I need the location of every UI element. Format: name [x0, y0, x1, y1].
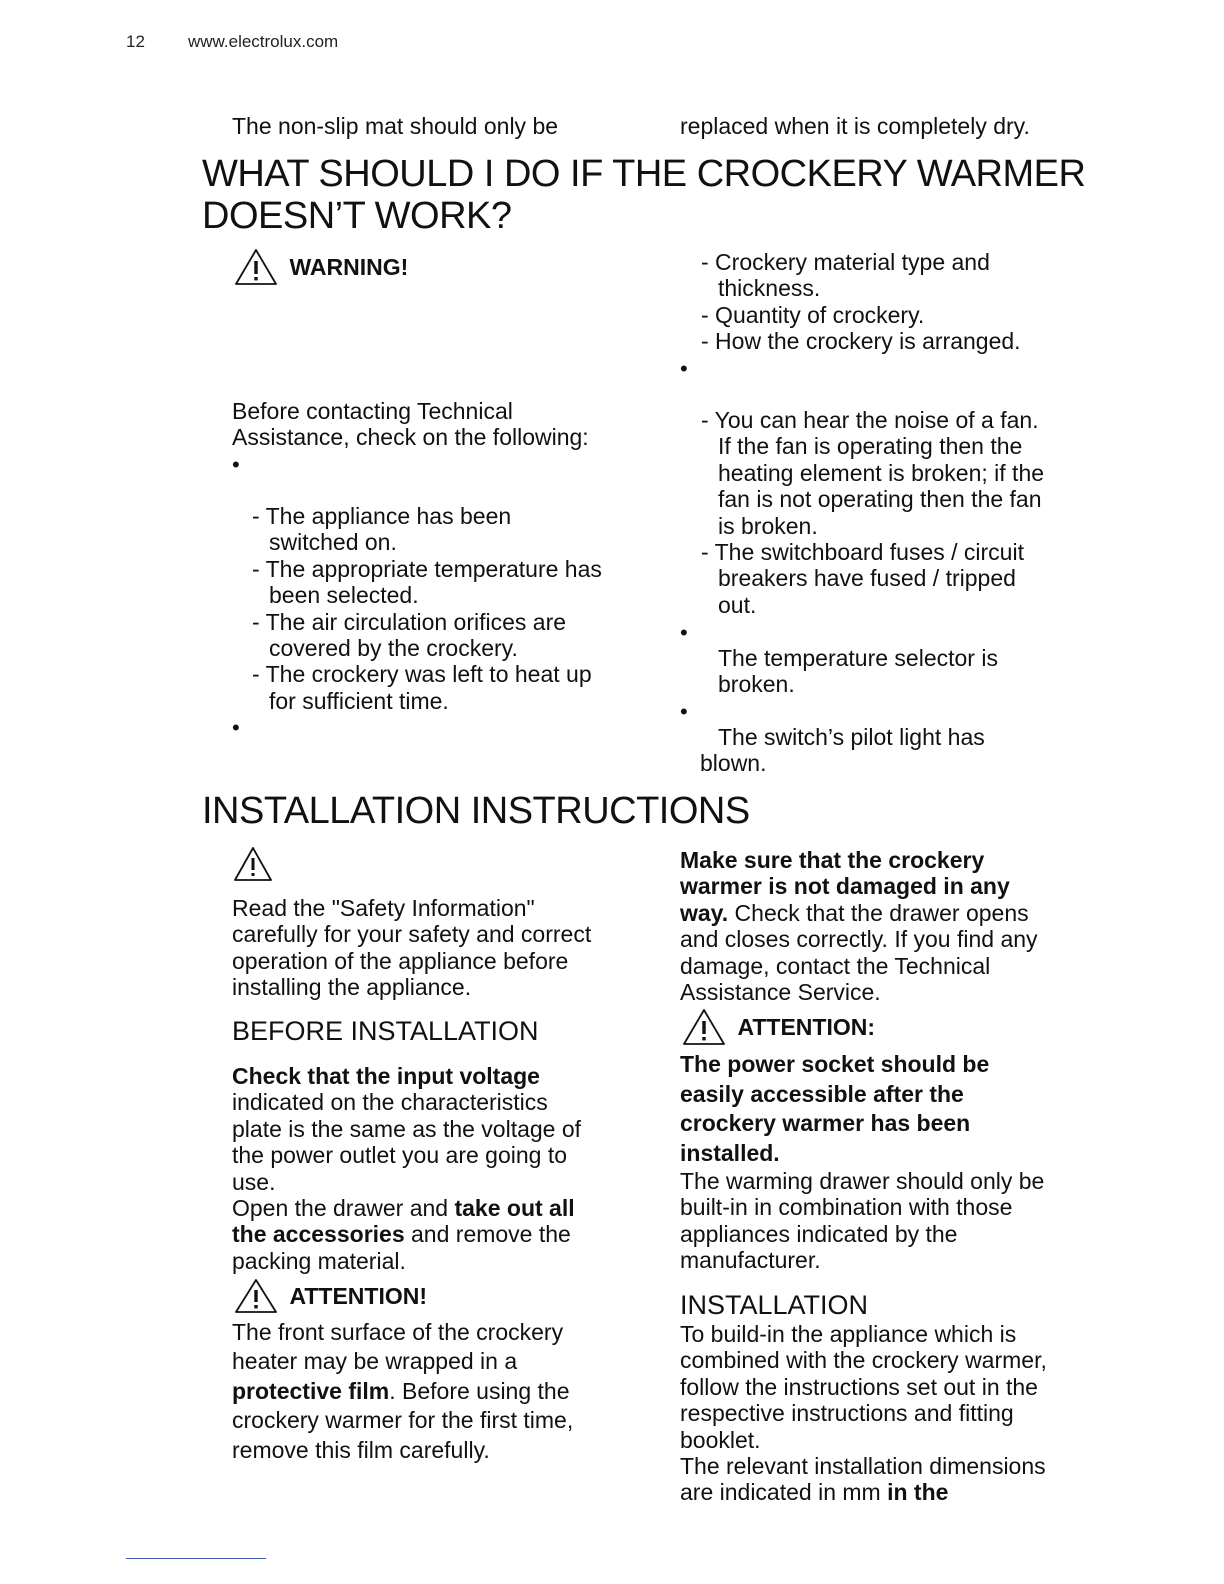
text-line: heater may be wrapped in a [232, 1348, 518, 1375]
text-line: use. [232, 1168, 276, 1195]
before-installation-heading: BEFORE INSTALLATION [232, 1016, 539, 1046]
list-item: - Crockery material type and [701, 249, 990, 275]
text-line: combined with the crockery warmer, [680, 1347, 1047, 1374]
before-contact-line1: Before contacting Technical [232, 398, 513, 424]
pilot-line1: The switch’s pilot light has [718, 724, 985, 750]
warning-label: WARNING! [289, 253, 409, 280]
text-line: manufacturer. [680, 1247, 821, 1274]
text-run: are indicated in mm [680, 1479, 888, 1506]
right-check-list-a [701, 249, 1021, 355]
right-check-list-b [701, 407, 1044, 618]
text-line: crockery warmer has been [680, 1110, 971, 1136]
attention-triangle-icon [681, 1007, 727, 1047]
text-line [680, 900, 1038, 926]
text-line: Assistance Service. [680, 979, 881, 1006]
before-contact-line2: Assistance, check on the following: [232, 424, 589, 451]
list-item: switched on. [269, 529, 397, 556]
list-item: - How the crockery is arranged. [701, 328, 1021, 355]
attention-block-2 [681, 1007, 875, 1047]
text-line: operation of the appliance before [232, 947, 569, 974]
text-run: the accessories [232, 1221, 405, 1248]
text-line: Read the "Safety Information" [232, 895, 535, 921]
list-item: fan is not operating then the fan [718, 486, 1042, 513]
troubleshoot-title-line1: WHAT SHOULD I DO IF THE CROCKERY WARMER [202, 153, 1086, 195]
intro-right: replaced when it is completely dry. [680, 113, 1030, 139]
list-item: is broken. [718, 512, 818, 539]
bullet-point: • [680, 356, 688, 381]
text-line: built-in in combination with those [680, 1194, 1013, 1221]
text-line [680, 1479, 1047, 1505]
text-run: in the [887, 1479, 949, 1506]
warning-block [233, 247, 408, 287]
list-item: thickness. [718, 275, 821, 302]
installation-heading: INSTALLATION [680, 1290, 869, 1320]
pilot-line2: blown. [700, 750, 767, 776]
page-number: 12 [126, 32, 145, 51]
damage-paragraph [680, 847, 1038, 1005]
text-line: Check that the input voltage [232, 1063, 540, 1089]
footer-rule [126, 1558, 266, 1559]
text-line [232, 1221, 581, 1247]
list-item: out. [718, 591, 757, 618]
list-item: - The appliance has been [252, 503, 512, 529]
text-run: Open the drawer and [232, 1195, 455, 1222]
film-paragraph [232, 1318, 573, 1465]
text-run: take out all [454, 1195, 575, 1222]
bullet-point: • [232, 715, 240, 740]
text-line: carefully for your safety and correct [232, 921, 592, 948]
text-line: respective instructions and fitting [680, 1400, 1014, 1427]
text-line: The power socket should be [680, 1051, 990, 1077]
text-line: appliances indicated by the [680, 1220, 958, 1247]
text-line: The front surface of the crockery [232, 1319, 564, 1345]
text-line: easily accessible after the [680, 1080, 964, 1107]
text-line: follow the instructions set out in the [680, 1373, 1038, 1400]
bullet-point: • [680, 699, 688, 724]
text-run: Check that the drawer opens [728, 899, 1029, 926]
intro-left: The non-slip mat should only be [232, 113, 559, 139]
safety-info-paragraph [232, 895, 591, 1001]
text-line: indicated on the characteristics [232, 1089, 548, 1116]
text-run: . Before using the [389, 1377, 570, 1404]
text-run: protective film [232, 1377, 390, 1404]
text-line: crockery warmer for the first time, [232, 1407, 574, 1434]
selector-line2: broken. [718, 671, 795, 698]
warning-triangle-icon [233, 247, 279, 287]
text-line: booklet. [680, 1426, 761, 1453]
text-line: The relevant installation dimensions [680, 1453, 1046, 1480]
text-line: damage, contact the Technical [680, 952, 991, 979]
text-line: The warming drawer should only be [680, 1168, 1045, 1194]
attention-label: ATTENTION! [289, 1282, 428, 1309]
builtin-paragraph [680, 1168, 1044, 1274]
text-run: and remove the [404, 1221, 571, 1248]
attention-triangle-icon [233, 1277, 279, 1315]
text-line: installed. [680, 1139, 780, 1166]
list-item: - The air circulation orifices are [252, 608, 567, 635]
text-line: plate is the same as the voltage of [232, 1115, 582, 1142]
safety-warning-icon [233, 846, 273, 882]
list-item: - You can hear the noise of a fan. [701, 407, 1039, 433]
list-item: covered by the crockery. [269, 635, 518, 662]
website-url: www.electrolux.com [188, 32, 339, 51]
installation-title: INSTALLATION INSTRUCTIONS [202, 790, 750, 832]
text-run: way. [680, 899, 729, 926]
text-line [232, 1195, 581, 1221]
list-item: - Quantity of crockery. [701, 301, 925, 328]
list-item: been selected. [269, 582, 419, 609]
text-line: and closes correctly. If you find any [680, 926, 1038, 953]
troubleshoot-title-line2: DOESN’T WORK? [202, 195, 512, 237]
list-item: heating element is broken; if the [718, 459, 1045, 486]
list-item: - The switchboard fuses / circuit [701, 539, 1024, 566]
text-line: To build-in the appliance which is [680, 1321, 1017, 1347]
bullet-point: • [680, 620, 688, 645]
attention-block-1 [233, 1277, 427, 1317]
bullet-point: • [232, 452, 240, 477]
text-line: warmer is not damaged in any [680, 873, 1010, 900]
install-paragraph [680, 1321, 1047, 1506]
list-item: If the fan is operating then the [718, 433, 1023, 460]
text-line [232, 1377, 573, 1406]
text-line: installing the appliance. [232, 974, 472, 1001]
selector-line1: The temperature selector is [718, 645, 998, 671]
text-line: Make sure that the crockery [680, 847, 985, 873]
list-item: for sufficient time. [269, 687, 449, 714]
list-item: - The crockery was left to heat up [252, 661, 592, 688]
voltage-paragraph [232, 1063, 581, 1274]
list-item: - The appropriate temperature has [252, 555, 602, 582]
text-line: packing material. [232, 1247, 406, 1274]
text-line: remove this film carefully. [232, 1436, 490, 1463]
list-item: breakers have fused / tripped [718, 565, 1016, 592]
left-check-list [252, 503, 602, 714]
socket-paragraph [680, 1050, 989, 1168]
text-line: the power outlet you are going to [232, 1142, 568, 1169]
attention-label: ATTENTION: [737, 1013, 876, 1040]
